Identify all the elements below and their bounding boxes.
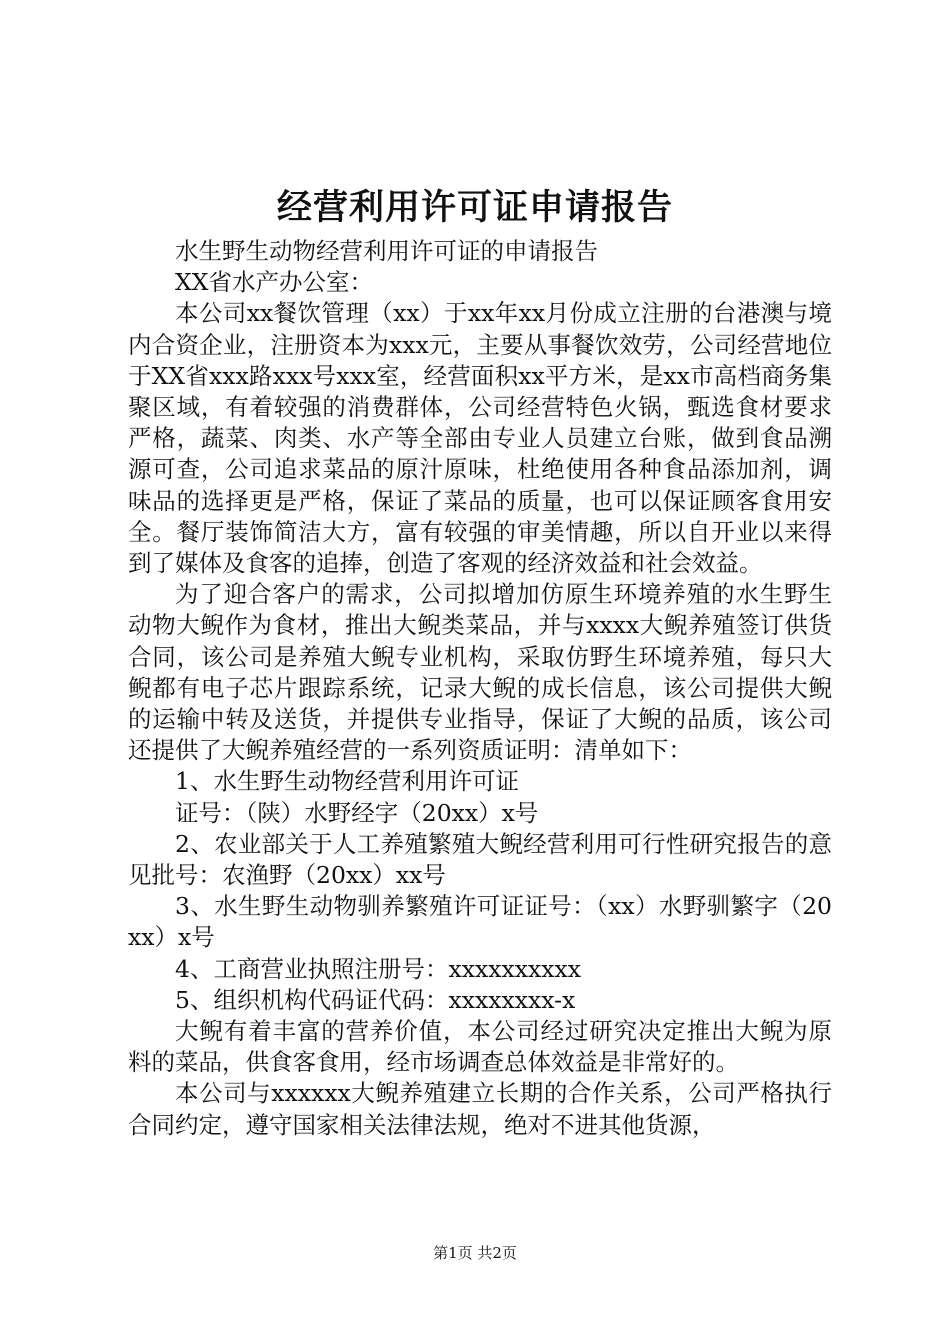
list-item: 5、组织机构代码证代码：xxxxxxxx-x — [175, 985, 576, 1014]
subtitle-paragraph: 水生野生动物经营利用许可证的申请报告 — [175, 237, 598, 265]
body-paragraph: 本公司xx餐饮管理（xx）于xx年xx月份成立注册的台港澳与境内合资企业，注册资本为xxx元，主要从事餐饮效劳，公司经营地位于XX省xxx路xxx号xxx室，经营面积xx平方米，是xx市高档商务集聚区域，有着较强的消费群体，公司经营特色火锅，甄选食材要求严格，蔬菜、肉类、水产等全部由专业人员建立台账，做到食品溯源可查，公司追求菜品的原汁原味，杜绝使用各种食品添加剂，调味品的选择更是严格，保证了菜品的质量，也可以保证顾客食用安全。餐厅装饰简洁大方，富有较强的审美情趣，所以自开业以来得到了媒体及食客的追捧，创造了客观的经济效益和社会效益。 — [128, 299, 832, 578]
addressee-paragraph: XX省水产办公室： — [175, 268, 373, 297]
document-body — [128, 236, 832, 1141]
body-paragraph: 本公司与xxxxxx大鲵养殖建立长期的合作关系，公司严格执行合同约定，遵守国家相关法律法规，绝对不进其他货源， — [128, 1079, 832, 1139]
body-paragraph: 大鲵有着丰富的营养价值，本公司经过研究决定推出大鲵为原料的菜品，供食客食用，经市场调查总体效益是非常好的。 — [128, 1017, 832, 1077]
document-title: 经营利用许可证申请报告 — [276, 187, 673, 228]
page-number-footer: 第1页 共2页 — [433, 1244, 517, 1262]
list-item: 4、工商营业执照注册号：xxxxxxxxxx — [175, 954, 581, 983]
body-paragraph: 为了迎合客户的需求，公司拟增加仿原生环境养殖的水生野生动物大鲵作为食材，推出大鲵类菜品，并与xxxx大鲵养殖签订供货合同，该公司是养殖大鲵专业机构，采取仿野生环境养殖，每只大鲵都有电子芯片跟踪系统，记录大鲵的成长信息，该公司提供大鲵的运输中转及送货，并提供专业指导，保证了大鲵的品质，该公司还提供了大鲵养殖经营的一系列资质证明：清单如下： — [128, 580, 832, 765]
list-item: 1、水生野生动物经营利用许可证 — [175, 767, 519, 796]
list-item: 证号：（陕）水野经字（20xx）x号 — [175, 798, 539, 827]
list-item: 3、水生野生动物驯养繁殖许可证证号：（xx）水野驯繁字（20xx）x号 — [128, 892, 832, 952]
list-item: 2、农业部关于人工养殖繁殖大鲵经营利用可行性研究报告的意见批号：农渔野（20xx）xx号 — [128, 829, 832, 890]
